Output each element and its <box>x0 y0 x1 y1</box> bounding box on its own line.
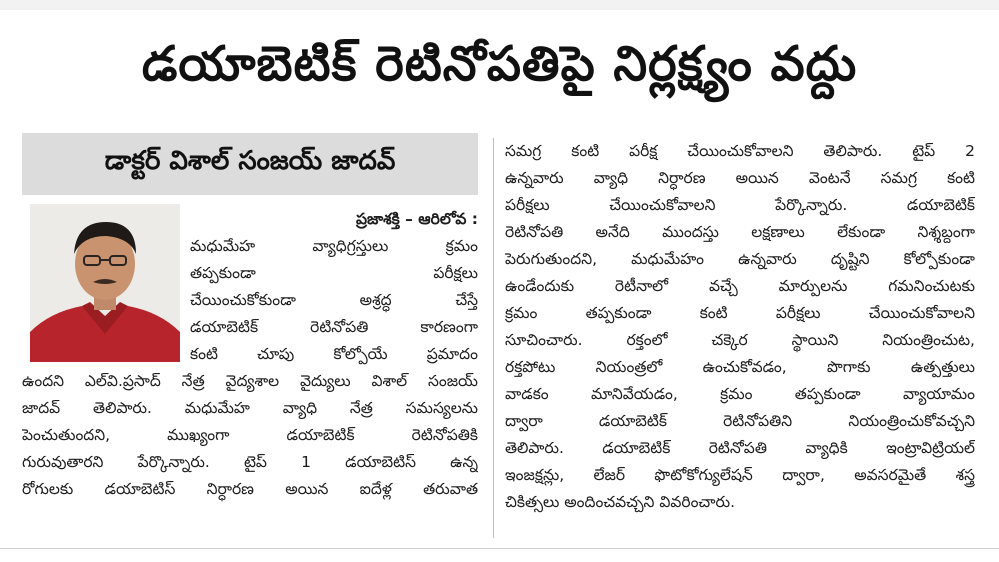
article-line: రక్తపోటు నియంత్రలో ఉంచుకోవడం, పొగాకు ఉత్పత్తులు <box>505 358 975 376</box>
portrait-photo-icon <box>30 204 180 362</box>
page-bottom-rule <box>0 548 999 549</box>
article-line: వాడకం మానివేయడం, క్రమం తప్పకుండా వ్యాయామం <box>505 385 975 403</box>
article-intro-column <box>190 206 478 368</box>
article-line: పరీక్షలు చేయించుకోవాలని పేర్కొన్నారు. డయాబెటిక్ <box>505 196 975 214</box>
article-line: క్రమం తప్పకుండా కంటి పరీక్షలు చేయించుకోవాలని <box>505 304 975 322</box>
byline: డాక్టర్ విశాల్ సంజయ్ జాదవ్ <box>104 146 396 176</box>
author-photo <box>30 204 180 362</box>
article-line: పెరుగుతుందని, మధుమేహం ఉన్నవారు దృష్టిని కోల్పోకుండా <box>505 250 975 268</box>
byline-box <box>22 133 478 195</box>
article-line: ఉన్నవారు వ్యాధి నిర్ధారణ అయిన వెంటనే సమగ్ర కంటి <box>505 169 975 187</box>
article-line: చేయించుకోకుండా అశ్రద్ధ చేస్తే <box>190 291 478 309</box>
article-line: ఉందని ఎల్‌వి.ప్రసాద్ నేత్ర వైద్యశాల వైద్యులు విశాల్ సంజయ్ <box>22 372 478 390</box>
article-line: రోగులకు డయాబెటిస్ నిర్ధారణ అయిన ఐదేళ్ల తరువాత <box>22 480 478 498</box>
column-divider <box>493 138 494 538</box>
dateline: ప్రజాశక్తి – ఆరిలోవ : <box>356 210 478 228</box>
article-line: చికిత్సలు అందించవచ్చని వివరించారు. <box>505 493 735 511</box>
article-line: జాదవ్ తెలిపారు. మధుమేహ వ్యాధి నేత్ర సమస్యలను <box>22 399 478 417</box>
article-line: ద్వారా డయాబెటిక్ రెటినోపతిని నియంత్రించుకోవచ్చని <box>505 412 975 430</box>
headline: డయాబెటిక్ రెటినోపతిపై నిర్లక్ష్యం వద్దు <box>141 36 858 92</box>
article-line: తప్పకుండా పరీక్షలు <box>190 264 478 282</box>
article-right-column <box>505 138 975 516</box>
article-line: తెలిపారు. డయాబెటిక్ రెటినోపతి వ్యాధికి ఇంట్రావిట్రియల్ <box>505 439 975 457</box>
article-line: గురువుతారని పేర్కొన్నారు. టైప్ 1 డయాబెటిస్ ఉన్న <box>22 453 478 471</box>
page-top-edge <box>0 0 999 10</box>
article-line: సమగ్ర కంటి పరీక్ష చేయించుకోవాలని తెలిపారు. టైప్ 2 <box>505 142 975 160</box>
article-line: రెటినోపతి అనేది ముందస్తు లక్షణాలు లేకుండా నిశ్శబ్దంగా <box>505 223 975 241</box>
article-left-column <box>22 368 478 503</box>
article-line: ఉండేందుకు రెటీనాలో వచ్చే మార్పులను గమనించుటకు <box>505 277 975 295</box>
article-line: మధుమేహ వ్యాధిగ్రస్తులు క్రమం <box>190 237 478 255</box>
article-line: సూచించారు. రక్తంలో చక్కెర స్థాయిని నియంత్రించుట, <box>505 331 975 349</box>
article-line: డయాబెటిక్ రెటినోపతి కారణంగా <box>190 318 478 336</box>
article-line: కంటి చూపు కోల్పోయే ప్రమాదం <box>190 345 478 363</box>
article-line: ఇంజక్షన్లు, లేజర్ ఫొటోకోగ్యులేషన్ ద్వారా, అవసరమైతే శస్త్ర <box>505 466 975 484</box>
article-line: పెంచుతుందని, ముఖ్యంగా డయాబెటిక్ రెటినోపతికి <box>22 426 478 444</box>
